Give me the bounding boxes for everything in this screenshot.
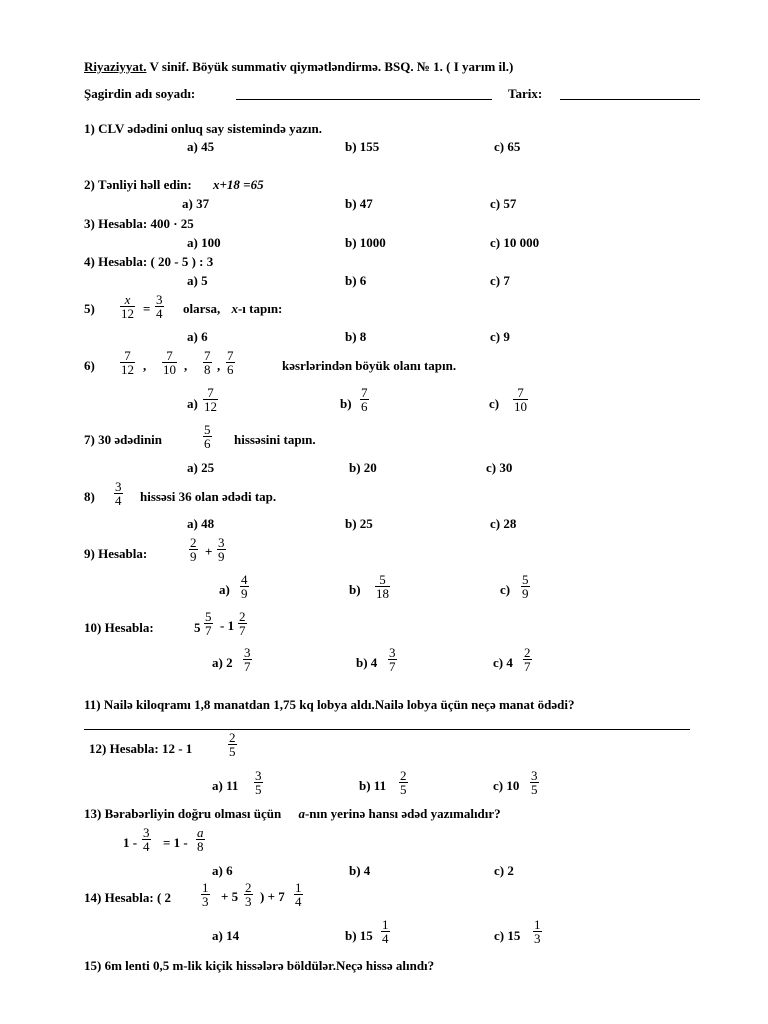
student-name-field[interactable]: [236, 99, 492, 100]
q2-option-b[interactable]: b) 47: [345, 196, 373, 211]
question-12: 12) Hesabla: 12 - 1: [89, 741, 193, 756]
q2-equation: x+18 =65: [213, 177, 264, 192]
q13-option-a[interactable]: a) 6: [212, 863, 233, 878]
question-8: hissəsi 36 olan ədədi tap.: [140, 489, 277, 504]
q6-number: 6): [84, 358, 95, 373]
q1-option-c[interactable]: c) 65: [494, 139, 521, 154]
q6-option-a-label[interactable]: a): [187, 396, 198, 411]
question-15: 15) 6m lenti 0,5 m-lik kiçik hissələrə böldülər.Neçə hissə alındı?: [84, 958, 435, 973]
q8-option-b[interactable]: b) 25: [345, 516, 373, 531]
q5-equals: =: [143, 301, 151, 316]
q8-number: 8): [84, 489, 95, 504]
question-7-rest: hissəsini tapın.: [234, 432, 316, 447]
q8-fraction: $\frac{3}{4}$: [115, 479, 122, 508]
q9-option-a[interactable]: $\frac{4}{9}$: [241, 572, 248, 601]
q14-option-a[interactable]: a) 14: [212, 928, 240, 943]
q5-fraction: $\frac{3}{4}$: [156, 292, 163, 321]
q7-option-a[interactable]: a) 25: [187, 460, 215, 475]
q12-option-c-label[interactable]: c) 10: [493, 778, 520, 793]
question-3: 3) Hesabla: 400 · 25: [84, 216, 194, 231]
question-2: 2) Tənliyi həll edin: x+18 =65: [84, 177, 264, 192]
q9-option-b[interactable]: $\frac{5}{18}$: [376, 572, 389, 601]
student-name-label: Şagirdin adı soyadı:: [84, 86, 196, 101]
date-field[interactable]: [560, 99, 700, 100]
q9-option-c-label[interactable]: c): [500, 582, 511, 597]
q10-option-b[interactable]: $\frac{3}{7}$: [389, 645, 396, 674]
question-13: 13) Bərabərliyin doğru olması üçün a-nın yerinə hansı ədəd yazımalıdır?: [84, 806, 501, 821]
q10-option-a[interactable]: $\frac{3}{7}$: [244, 645, 251, 674]
q3-option-c[interactable]: c) 10 000: [490, 235, 540, 250]
question-10: 10) Hesabla:: [84, 620, 154, 635]
q9-fraction-1: $\frac{2}{9}$: [190, 535, 197, 564]
q8-option-a[interactable]: a) 48: [187, 516, 215, 531]
q6-option-c-label[interactable]: c): [489, 396, 500, 411]
q14-option-b[interactable]: $\frac{1}{4}$: [382, 917, 389, 946]
q5-option-a[interactable]: a) 6: [187, 329, 208, 344]
q5-option-c[interactable]: c) 9: [490, 329, 510, 344]
q6-fraction-3: $\frac{7}{8}$: [204, 348, 211, 377]
q4-option-a[interactable]: a) 5: [187, 273, 208, 288]
q10-fraction-1: $\frac{5}{7}$: [205, 609, 212, 638]
q6-fraction-2: $\frac{7}{10}$: [163, 348, 176, 377]
q13-option-b[interactable]: b) 4: [349, 863, 371, 878]
q12-option-c[interactable]: $\frac{3}{5}$: [531, 768, 538, 797]
date-label: Tarix:: [508, 86, 543, 101]
q14-option-c[interactable]: $\frac{1}{3}$: [534, 917, 541, 946]
q6-option-b[interactable]: $\frac{7}{6}$: [361, 385, 368, 414]
q2-option-c[interactable]: c) 57: [490, 196, 517, 211]
q9-option-b-label[interactable]: b): [349, 582, 361, 597]
q3-option-b[interactable]: b) 1000: [345, 235, 386, 250]
q2-option-a[interactable]: a) 37: [182, 196, 210, 211]
q7-option-c[interactable]: c) 30: [486, 460, 513, 475]
q12-fraction: $\frac{2}{5}$: [229, 730, 236, 759]
q9-option-c[interactable]: $\frac{5}{9}$: [522, 572, 529, 601]
q14-fraction-2: $\frac{2}{3}$: [245, 880, 252, 909]
subject-label: Riyaziyyat.: [84, 59, 147, 74]
q9-option-a-label[interactable]: a): [219, 582, 230, 597]
question-4: 4) Hesabla: ( 20 - 5 ) : 3: [84, 254, 214, 269]
q7-fraction: $\frac{5}{6}$: [204, 422, 211, 451]
question-9: 9) Hesabla:: [84, 546, 148, 561]
q3-option-a[interactable]: a) 100: [187, 235, 221, 250]
page-title: [84, 59, 513, 75]
q6-fraction-4: $\frac{7}{6}$: [227, 348, 234, 377]
question-1: 1) CLV ədədini onluq say sistemində yazın.: [84, 121, 323, 136]
q5-fraction-x: $\frac{x}{12}$: [121, 292, 134, 321]
q14-option-b-label[interactable]: b) 15: [345, 928, 373, 943]
q1-option-b[interactable]: b) 155: [345, 139, 380, 154]
question-14: 14) Hesabla: ( 2: [84, 890, 172, 905]
q4-option-b[interactable]: b) 6: [345, 273, 367, 288]
q6-option-a[interactable]: $\frac{7}{12}$: [204, 385, 217, 414]
q10-option-c-label[interactable]: c) 4: [493, 655, 513, 670]
q13-fraction-1: $\frac{3}{4}$: [143, 825, 150, 854]
q13-fraction-2: $\frac{a}{8}$: [197, 825, 204, 854]
q12-option-a[interactable]: $\frac{3}{5}$: [255, 768, 262, 797]
question-6: kəsrlərindən böyük olanı tapın.: [282, 358, 457, 373]
q6-fraction-1: $\frac{7}{12}$: [121, 348, 134, 377]
q4-option-c[interactable]: c) 7: [490, 273, 510, 288]
q14-fraction-3: $\frac{1}{4}$: [295, 880, 302, 909]
q10-option-c[interactable]: $\frac{2}{7}$: [524, 645, 531, 674]
q9-fraction-2: $\frac{3}{9}$: [218, 535, 225, 564]
question-11: 11) Nailə kiloqramı 1,8 manatdan 1,75 kq lobya aldı.Nailə lobya üçün neçə manat ödədi?: [84, 697, 575, 712]
q14-fraction-1: $\frac{1}{3}$: [202, 880, 209, 909]
q5-number: 5): [84, 301, 95, 316]
q5-option-b[interactable]: b) 8: [345, 329, 367, 344]
question-7: 7) 30 ədədinin: [84, 432, 163, 447]
q6-option-c[interactable]: $\frac{7}{10}$: [514, 385, 527, 414]
q1-option-a[interactable]: a) 45: [187, 139, 215, 154]
q12-option-b[interactable]: $\frac{2}{5}$: [400, 768, 407, 797]
q11-answer-line[interactable]: [84, 729, 690, 730]
question-5: olarsa, x-ı tapın:: [183, 301, 283, 316]
q10-fraction-2: $\frac{2}{7}$: [239, 609, 246, 638]
q10-option-b-label[interactable]: b) 4: [356, 655, 378, 670]
title-text: V sinif. Böyük summativ qiymətləndirmə. BSQ. № 1. ( I yarım il.): [149, 59, 514, 74]
q8-option-c[interactable]: c) 28: [490, 516, 517, 531]
q7-option-b[interactable]: b) 20: [349, 460, 377, 475]
q12-option-a-label[interactable]: a) 11: [212, 778, 239, 793]
q12-option-b-label[interactable]: b) 11: [359, 778, 387, 793]
q10-option-a-label[interactable]: a) 2: [212, 655, 233, 670]
q14-option-c-label[interactable]: c) 15: [494, 928, 521, 943]
q13-option-c[interactable]: c) 2: [494, 863, 514, 878]
q6-option-b-label[interactable]: b): [340, 396, 352, 411]
